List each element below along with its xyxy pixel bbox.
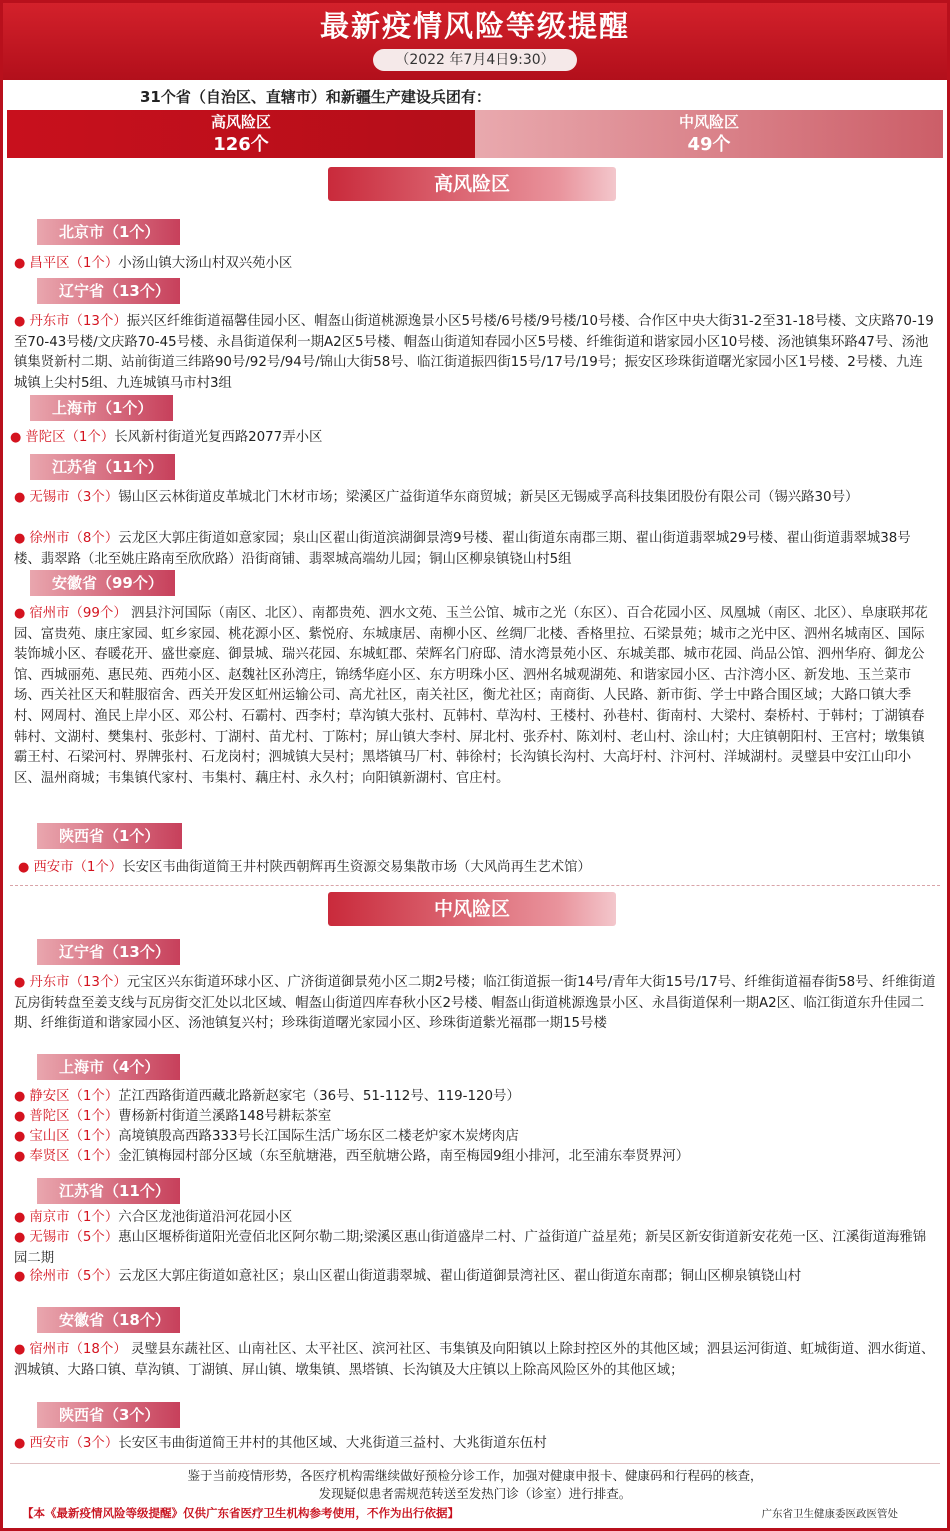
province-header: 江苏省（11个） <box>25 454 175 480</box>
area-text: 长安区韦曲街道简王井村陕西朝辉再生资源交易集散市场（大风尚再生艺术馆） <box>122 860 591 875</box>
province-header: 安徽省（18个） <box>32 1307 180 1333</box>
footer-line-2: 发现疑似患者需规范转送至发热门诊（诊室）进行排查。 <box>318 1486 632 1501</box>
province-header: 北京市（1个） <box>32 219 180 245</box>
bullet-icon: ● <box>14 1342 26 1357</box>
list-item <box>14 254 936 275</box>
city-name: 奉贤区（1个） <box>29 1149 119 1164</box>
list-item <box>14 1228 936 1269</box>
list-item <box>14 604 936 789</box>
area-text: 元宝区兴东街道环球小区、广济街道御景苑小区二期2号楼；临江街道振一街14号/青年大街15号/17号、纤维街道福春街58号、纤维街道瓦房街转盘至姜支线与瓦房街交汇处以北区域、帽盔山街道四库春秋小区2号楼、帽盔山街道桃源逸景小区、永昌街道保利一期A2区、临江街道东升佳园二期、纤维街道和谐家园小区、汤池镇复兴村；珍珠街道曙光家园小区、珍珠街道紫光福郡一期15号楼 <box>14 975 936 1032</box>
list-item <box>14 973 936 1035</box>
high-risk-banner: 高风险区 <box>328 167 616 201</box>
province-header: 陕西省（1个） <box>32 823 182 849</box>
area-text: 高境镇殷高西路333号长江国际生活广场东区二楼老炉家木炭烤肉店 <box>118 1129 519 1144</box>
high-risk-summary <box>7 110 475 158</box>
risk-summary <box>7 110 943 158</box>
bullet-icon: ● <box>18 860 30 875</box>
mid-risk-banner: 中风险区 <box>328 892 616 926</box>
intro-text: 31个省（自治区、直辖市）和新疆生产建设兵团有： <box>140 88 491 106</box>
list-item <box>14 1147 936 1168</box>
province-header: 辽宁省（13个） <box>32 939 180 965</box>
bullet-icon: ● <box>14 1109 26 1124</box>
list-item <box>14 1127 936 1148</box>
city-name: 西安市（3个） <box>29 1436 119 1451</box>
bullet-icon: ● <box>14 606 26 621</box>
city-name: 宿州市（99个） <box>29 606 127 621</box>
list-item <box>14 1434 936 1455</box>
bullet-icon: ● <box>10 430 22 445</box>
area-text: 锡山区云林街道皮革城北门木材市场；梁溪区广益街道华东商贸城；新吴区无锡威孚高科技集团股份有限公司（锡兴路30号） <box>118 490 859 505</box>
area-text: 六合区龙池街道沿河花园小区 <box>118 1210 293 1225</box>
list-item <box>14 488 936 509</box>
area-text: 泗县汴河国际（南区、北区）、南都贵苑、泗水文苑、玉兰公馆、城市之光（东区）、百合花园小区、凤凰城（南区、北区）、阜康联邦花园、富贵苑、康庄家园、虹乡家园、桃花源小区、紫悦府、东城康居、南柳小区、丝绸厂北楼、香格里拉、石梁景苑；城市之光中区、泗州名城南区、国际装饰城小区、春暖花开、盛世豪庭、御景城、瑞兴花园、东城虹郡、荣辉名门府邸、清水湾景苑小区、东城美郡、城市花园、尚品公馆、泗州华府、御龙公馆、西城丽苑、惠民苑、西苑小区、赵魏社区孙湾庄，锦绣华庭小区、东方明珠小区、泗州名城观湖苑、和谐家园小区、古汴湾小区、新发地、玉兰菜市场、西关社区天和鞋服宿舍、西关开发区虹州运输公司、高尤社区，南关社区，衡尤社区；南商街、人民路、新市街、学士中路合围区域；大路口镇大季村、网周村、渔民上岸小区、邓公村、石霸村、西李村；草沟镇大张村、瓦韩村、草沟村、王楼村、孙巷村、街南村、大梁村、秦桥村、于韩村；丁湖镇春韩村、文湖村、樊集村、张彭村、丁湖村、苗尤村、丁陈村；屏山镇大李村、屏北村、张乔村、陈刘村、老山村、涂山村；大庄镇朝阳村、王宫村；墩集镇霸王村、石梁河村、界牌张村、石龙岗村；泗城镇大吴村；黑塔镇马厂村、韩徐村；长沟镇长沟村、大高圩村、汴河村、洋城湖村。灵璧县中安江山印小区、温州商城；韦集镇代家村、韦集村、藕庄村、永久村；向阳镇新湖村、官庄村。 <box>14 606 928 786</box>
area-text: 云龙区大郭庄街道如意社区；泉山区翟山街道翡翠城、翟山街道御景湾社区、翟山街道东南郡；铜山区柳泉镇铙山村 <box>118 1269 802 1284</box>
area-text: 灵璧县东蔬社区、山南社区、太平社区、滨河社区、韦集镇及向阳镇以上除封控区外的其他区域；泗县运河街道、虹城街道、泗水街道、泗城镇、大路口镇、草沟镇、丁湖镇、屏山镇、墩集镇、黑塔镇、长沟镇及大庄镇以上除高风险区外的其他区域； <box>14 1342 935 1378</box>
footer-org: 广东省卫生健康委医政医管处 <box>761 1508 898 1520</box>
city-name: 徐州市（5个） <box>29 1269 119 1284</box>
city-name: 丹东市（13个） <box>29 975 127 990</box>
list-item <box>14 312 936 394</box>
city-name: 昌平区（1个） <box>29 256 119 271</box>
list-item <box>14 1340 936 1381</box>
province-header: 上海市（1个） <box>25 395 173 421</box>
area-text: 曹杨新村街道兰溪路148号耕耘茶室 <box>118 1109 332 1124</box>
high-risk-label: 高风险区 <box>210 113 271 131</box>
list-item <box>14 1208 936 1229</box>
city-name: 宿州市（18个） <box>29 1342 127 1357</box>
area-text: 芷江西路街道西藏北路新赵家宅（36号、51-112号、119-120号） <box>118 1089 520 1104</box>
city-name: 西安市（1个） <box>33 860 123 875</box>
city-name: 丹东市（13个） <box>29 314 127 329</box>
list-item <box>18 858 940 879</box>
header <box>3 3 947 80</box>
footer-notice <box>0 1467 950 1503</box>
city-name: 普陀区（1个） <box>29 1109 119 1124</box>
bullet-icon: ● <box>14 1129 26 1144</box>
bullet-icon: ● <box>14 1230 26 1245</box>
city-name: 徐州市（8个） <box>29 531 119 546</box>
footer-disclaimer: 【本《最新疫情风险等级提醒》仅供广东省医疗卫生机构参考使用，不作为出行依据】 <box>22 1506 459 1520</box>
area-text: 长风新村街道光复西路2077弄小区 <box>114 430 323 445</box>
bullet-icon: ● <box>14 1269 26 1284</box>
page-title: 最新疫情风险等级提醒 <box>319 9 630 43</box>
province-header: 陕西省（3个） <box>32 1402 180 1428</box>
area-text: 长安区韦曲街道简王井村的其他区域、大兆街道三益村、大兆街道东伍村 <box>118 1436 547 1451</box>
footer-divider <box>10 1463 940 1464</box>
footer-line-1: 鉴于当前疫情形势，各医疗机构需继续做好预检分诊工作，加强对健康申报卡、健康码和行程码的核查， <box>187 1468 763 1483</box>
update-date: （2022 年7月4日9:30） <box>373 49 576 71</box>
area-text: 小汤山镇大汤山村双兴苑小区 <box>118 256 293 271</box>
mid-risk-summary <box>475 110 943 158</box>
section-divider <box>10 885 940 886</box>
list-item <box>14 1267 936 1288</box>
high-risk-count: 126个 <box>213 134 269 155</box>
city-name: 无锡市（5个） <box>29 1230 119 1245</box>
city-name: 无锡市（3个） <box>29 490 119 505</box>
bullet-icon: ● <box>14 1149 26 1164</box>
list-item <box>14 1087 936 1108</box>
city-name: 静安区（1个） <box>29 1089 119 1104</box>
bullet-icon: ● <box>14 1089 26 1104</box>
province-header: 江苏省（11个） <box>32 1178 180 1204</box>
province-header: 辽宁省（13个） <box>32 278 180 304</box>
bullet-icon: ● <box>14 1210 26 1225</box>
bullet-icon: ● <box>14 531 26 546</box>
bullet-icon: ● <box>14 490 26 505</box>
city-name: 普陀区（1个） <box>25 430 115 445</box>
list-item <box>14 529 936 570</box>
city-name: 宝山区（1个） <box>29 1129 119 1144</box>
bullet-icon: ● <box>14 256 26 271</box>
city-name: 南京市（1个） <box>29 1210 119 1225</box>
province-header: 上海市（4个） <box>32 1054 180 1080</box>
mid-risk-label: 中风险区 <box>678 113 739 131</box>
area-text: 金汇镇梅园村部分区域（东至航塘港，西至航塘公路，南至梅园9组小排河，北至浦东奉贤界河） <box>118 1149 690 1164</box>
bullet-icon: ● <box>14 1436 26 1451</box>
province-header: 安徽省（99个） <box>25 570 175 596</box>
bullet-icon: ● <box>14 314 26 329</box>
list-item <box>14 1107 936 1128</box>
area-text: 惠山区堰桥街道阳光壹佰北区阿尔勒二期;梁溪区惠山街道盛岸二村、广益街道广益星苑；新吴区新安街道新安花苑一区、江溪街道海雅锦园二期 <box>14 1230 927 1266</box>
list-item <box>10 428 932 449</box>
area-text: 云龙区大郭庄街道如意家园；泉山区翟山街道滨湖御景湾9号楼、翟山街道东南郡三期、翟山街道翡翠城29号楼、翟山街道翡翠城38号楼、翡翠路（北至姚庄路南至欣欣路）沿街商铺、翡翠城高端幼儿园；铜山区柳泉镇铙山村5组 <box>14 531 911 567</box>
mid-risk-count: 49个 <box>687 134 731 155</box>
area-text: 振兴区纤维街道福馨佳园小区、帽盔山街道桃源逸景小区5号楼/6号楼/9号楼/10号楼、合作区中央大街31-2至31-18号楼、文庆路70-19至70-43号楼/文庆路70-45号楼、永昌街道保利一期A2区5号楼、帽盔山街道知春园小区5号楼、纤维街道和谐家园小区10号楼、汤池镇集环路47号、汤池镇集贤新村二期、站前街道三纬路90号/92号/94号/锦山大街58号、临江街道振四街15号/17号/19号；振安区珍珠街道曙光家园小区1号楼、2号楼、九连城镇上尖村5组、九连城镇马市村3组 <box>14 314 934 391</box>
bullet-icon: ● <box>14 975 26 990</box>
